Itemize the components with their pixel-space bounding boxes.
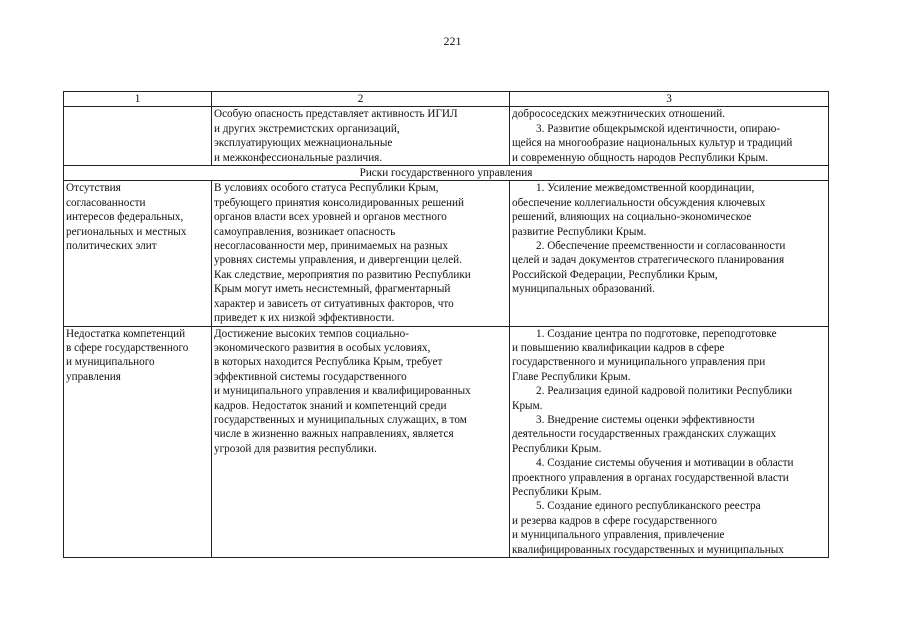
text-line: и других экстремистских организаций, <box>214 122 400 135</box>
text-line: эффективной системы государственного <box>214 370 407 383</box>
text-line: Главе Республики Крым. <box>512 370 631 383</box>
text-line: государственного и муниципального управления при <box>512 356 766 369</box>
text-line: политических элит <box>66 240 157 253</box>
text-line: согласованности <box>66 196 146 209</box>
risk-1-col3 <box>510 181 829 326</box>
risk-1-col1 <box>64 181 212 326</box>
text-line: 1. Усиление межведомственной координации, <box>536 182 755 195</box>
text-line: деятельности государственных гражданских служащих <box>512 428 777 441</box>
risk-2-col1 <box>64 326 212 558</box>
column-header-3: 3 <box>510 92 829 107</box>
text-line: требующего принятия консолидированных решений <box>214 196 464 209</box>
text-line: кадров. Недостаток знаний и компетенций среди <box>214 399 447 412</box>
text-line: и резерва кадров в сфере государственного <box>512 514 717 527</box>
text-line: 2. Реализация единой кадровой политики Республики <box>536 385 793 398</box>
text-line: приведет к их низкой эффективности. <box>214 312 395 325</box>
text-line: Особую опасность представляет активность ИГИЛ <box>214 108 458 121</box>
text-line: и современную общность народов Республики Крым. <box>512 151 769 164</box>
text-line: проектного управления в органах государственной власти <box>512 471 789 484</box>
table-row-risk-2 <box>64 326 829 558</box>
text-line: Республики Крым. <box>512 442 602 455</box>
text-line: квалифицированных государственных и муниципальных <box>512 543 784 556</box>
text-line: самоуправления, возникает опасность <box>214 225 396 238</box>
text-line: Недостатка компетенций <box>66 327 186 340</box>
text-line: целей и задач документов стратегического планирования <box>512 254 785 267</box>
text-line: Республики Крым. <box>512 485 602 498</box>
table-row-risk-1 <box>64 181 829 326</box>
text-line: и повышению квалификации кадров в сфере <box>512 341 725 354</box>
text-line: 3. Внедрение системы оценки эффективности <box>536 413 755 426</box>
text-line: 4. Создание системы обучения и мотивации в области <box>536 457 794 470</box>
text-line: региональных и местных <box>66 225 187 238</box>
text-line: развитие Республики Крым. <box>512 225 647 238</box>
text-line: Как следствие, мероприятия по развитию Республики <box>214 268 471 281</box>
document-table <box>63 91 829 558</box>
continuation-col2 <box>212 107 510 166</box>
text-line: Крым. <box>512 399 543 412</box>
text-line: щейся на многообразие национальных культур и традиций <box>512 137 793 150</box>
text-line: в сфере государственного <box>66 341 189 354</box>
text-line: интересов федеральных, <box>66 211 184 224</box>
table-row-continuation <box>64 107 829 166</box>
text-line: и муниципального <box>66 356 155 369</box>
text-line: Российской Федерации, Республики Крым, <box>512 268 718 281</box>
continuation-col1 <box>64 107 212 166</box>
text-line: Достижение высоких темпов социально- <box>214 327 409 340</box>
text-line: числе в жизненно важных направлениях, является <box>214 428 454 441</box>
text-line: 1. Создание центра по подготовке, переподготовке <box>536 327 777 340</box>
text-line: экономического развития в особых условиях, <box>214 341 431 354</box>
table-header-row <box>64 92 829 107</box>
text-line: 5. Создание единого республиканского реестра <box>536 500 761 513</box>
continuation-col3 <box>510 107 829 166</box>
text-line: обеспечение коллегиальности обсуждения ключевых <box>512 196 766 209</box>
text-line: органов власти всех уровней и органов местного <box>214 211 447 224</box>
column-header-2: 2 <box>212 92 510 107</box>
risk-1-col2 <box>212 181 510 326</box>
section-title: Риски государственного управления <box>64 166 829 181</box>
text-line: государственных и муниципальных служащих, в том <box>214 413 467 426</box>
text-line: Крым могут иметь несистемный, фрагментарный <box>214 283 451 296</box>
text-line: угрозой для развития республики. <box>214 442 377 455</box>
risk-2-col3 <box>510 326 829 558</box>
text-line: Отсутствия <box>66 182 121 195</box>
text-line: характер и зависеть от ситуативных факторов, что <box>214 297 454 310</box>
text-line: эксплуатирующих межнациональные <box>214 137 393 150</box>
text-line: управления <box>66 370 121 383</box>
text-line: муниципальных образований. <box>512 283 655 296</box>
page-number: 221 <box>443 34 462 48</box>
section-title-row <box>64 166 829 181</box>
text-line: несогласованности мер, принимаемых на разных <box>214 240 449 253</box>
text-line: 2. Обеспечение преемственности и согласованности <box>536 240 786 253</box>
column-header-1: 1 <box>64 92 212 107</box>
text-line: решений, влияющих на социально-экономическое <box>512 211 752 224</box>
text-line: в которых находится Республика Крым, требует <box>214 356 443 369</box>
text-line: и межконфессиональные различия. <box>214 151 383 164</box>
text-line: и муниципального управления и квалифицированных <box>214 385 471 398</box>
text-line: В условиях особого статуса Республики Крым, <box>214 182 439 195</box>
text-line: уровнях системы управления, и дивергенции целей. <box>214 254 462 267</box>
text-line: и муниципального управления, привлечение <box>512 529 725 542</box>
risk-2-col2 <box>212 326 510 558</box>
text-line: 3. Развитие общекрымской идентичности, опираю- <box>536 122 781 135</box>
text-line: добрососедских межэтнических отношений. <box>512 108 726 121</box>
